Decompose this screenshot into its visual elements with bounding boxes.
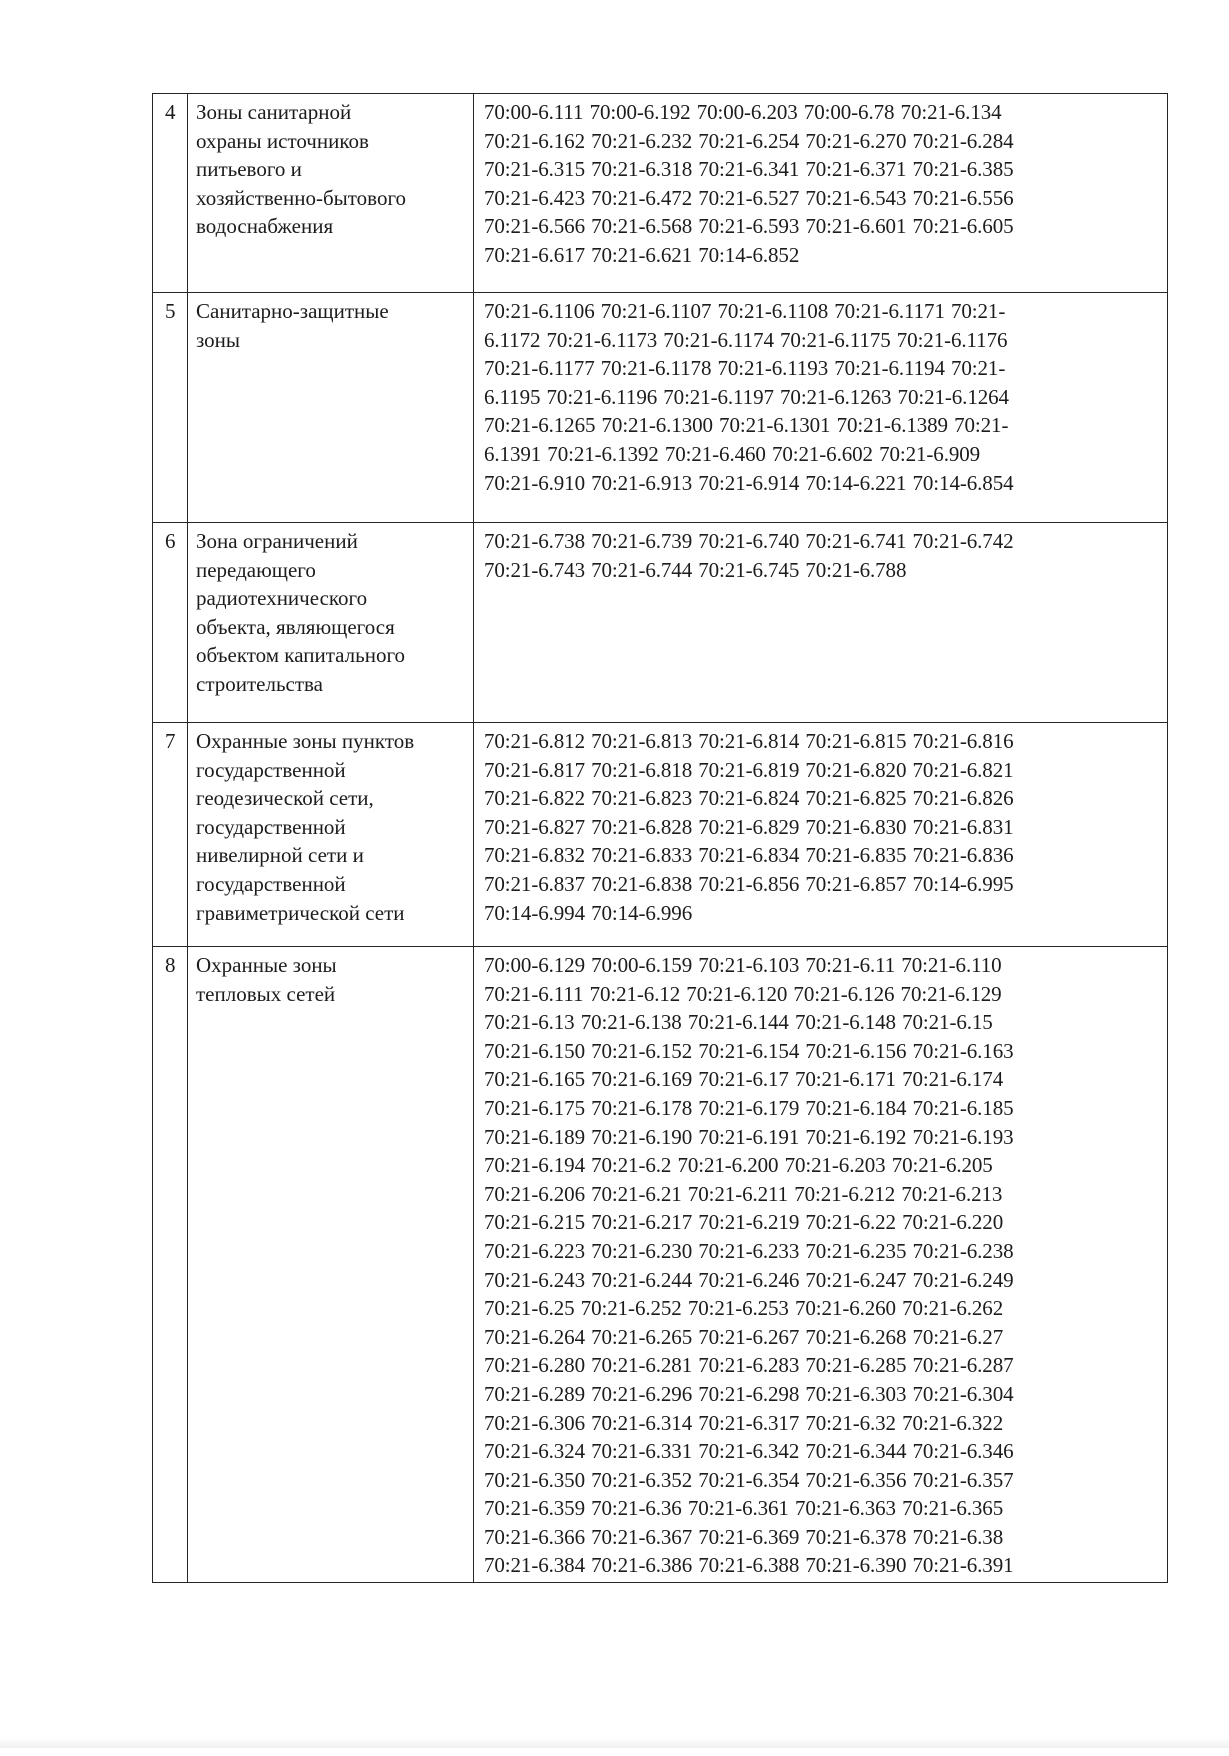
code-line: 70:21-6.194 70:21-6.2 70:21-6.200 70:21-6.203 70:21-6.205 (484, 1153, 993, 1178)
zone-name-line: Санитарно-защитные (196, 299, 389, 323)
code-line: 70:21-6.306 70:21-6.314 70:21-6.317 70:21-6.32 70:21-6.322 (484, 1410, 1004, 1435)
code-line: 70:21-6.189 70:21-6.190 70:21-6.191 70:21-6.192 70:21-6.193 (484, 1124, 1014, 1149)
zone-name-line: государственной (196, 871, 346, 896)
table-row (153, 723, 1168, 947)
code-line: 70:00-6.111 70:00-6.192 70:00-6.203 70:00-6.78 70:21-6.134 (484, 100, 1002, 124)
code-line: 70:00-6.129 70:00-6.159 70:21-6.103 70:21-6.11 70:21-6.110 (484, 953, 1002, 977)
code-line: 70:21-6.1265 70:21-6.1300 70:21-6.1301 70:21-6.1389 70:21- (484, 413, 1009, 438)
row-number: 5 (153, 293, 188, 523)
zone-name-line: охраны источников (196, 128, 369, 153)
code-line: 70:21-6.280 70:21-6.281 70:21-6.283 70:21-6.285 70:21-6.287 (484, 1353, 1014, 1378)
table-row (153, 947, 1168, 1583)
zone-name (188, 523, 474, 723)
zone-name-line: государственной (196, 814, 346, 839)
zone-name-line: строительства (196, 671, 324, 696)
zone-name (188, 293, 474, 523)
zone-name-line: Охранные зоны пунктов (196, 729, 415, 753)
code-line: 70:21-6.289 70:21-6.296 70:21-6.298 70:21-6.303 70:21-6.304 (484, 1381, 1014, 1406)
code-line: 70:21-6.215 70:21-6.217 70:21-6.219 70:21-6.22 70:21-6.220 (484, 1210, 1004, 1235)
zone-name-line: тепловых сетей (196, 981, 336, 1006)
zone-name-line: питьевого и (196, 157, 302, 182)
code-line: 70:21-6.743 70:21-6.744 70:21-6.745 70:21-6.788 (484, 557, 907, 582)
code-line: 70:21-6.315 70:21-6.318 70:21-6.341 70:21-6.371 70:21-6.385 (484, 157, 1014, 182)
code-line: 70:21-6.223 70:21-6.230 70:21-6.233 70:21-6.235 70:21-6.238 (484, 1238, 1014, 1263)
table-row (153, 523, 1168, 723)
zone-name (188, 947, 474, 1583)
zone-name-line: гравиметрической сети (196, 900, 405, 925)
code-line: 70:14-6.994 70:14-6.996 (484, 900, 693, 925)
code-line: 70:21-6.738 70:21-6.739 70:21-6.740 70:21-6.741 70:21-6.742 (484, 529, 1014, 553)
code-line: 70:21-6.111 70:21-6.12 70:21-6.120 70:21-6.126 70:21-6.129 (484, 981, 1002, 1006)
code-line: 6.1172 70:21-6.1173 70:21-6.1174 70:21-6.1175 70:21-6.1176 (484, 327, 1008, 352)
zone-codes (474, 947, 1168, 1583)
row-number: 7 (153, 723, 188, 947)
scan-edge (0, 1738, 1229, 1748)
code-line: 70:21-6.25 70:21-6.252 70:21-6.253 70:21-6.260 70:21-6.262 (484, 1296, 1004, 1321)
code-line: 70:21-6.566 70:21-6.568 70:21-6.593 70:21-6.601 70:21-6.605 (484, 214, 1014, 239)
row-number: 6 (153, 523, 188, 723)
code-line: 70:21-6.150 70:21-6.152 70:21-6.154 70:21-6.156 70:21-6.163 (484, 1038, 1014, 1063)
zones-table (152, 93, 1168, 1583)
code-line: 70:21-6.324 70:21-6.331 70:21-6.342 70:21-6.344 70:21-6.346 (484, 1439, 1014, 1464)
code-line: 70:21-6.910 70:21-6.913 70:21-6.914 70:14-6.221 70:14-6.854 (484, 470, 1014, 495)
table-row (153, 293, 1168, 523)
zone-codes (474, 523, 1168, 723)
zone-name (188, 94, 474, 293)
code-line: 6.1195 70:21-6.1196 70:21-6.1197 70:21-6.1263 70:21-6.1264 (484, 384, 1009, 409)
code-line: 70:21-6.243 70:21-6.244 70:21-6.246 70:21-6.247 70:21-6.249 (484, 1267, 1014, 1292)
zone-codes (474, 94, 1168, 293)
zone-name-line: геодезической сети, (196, 786, 374, 811)
zone-name-line: объекта, являющегося (196, 614, 395, 639)
code-line: 70:21-6.13 70:21-6.138 70:21-6.144 70:21-6.148 70:21-6.15 (484, 1010, 993, 1035)
code-line: 70:21-6.175 70:21-6.178 70:21-6.179 70:21-6.184 70:21-6.185 (484, 1095, 1014, 1120)
code-line: 70:21-6.817 70:21-6.818 70:21-6.819 70:21-6.820 70:21-6.821 (484, 757, 1014, 782)
code-line: 70:21-6.366 70:21-6.367 70:21-6.369 70:21-6.378 70:21-6.38 (484, 1524, 1004, 1549)
code-line: 70:21-6.162 70:21-6.232 70:21-6.254 70:21-6.270 70:21-6.284 (484, 128, 1014, 153)
zone-name-line: хозяйственно-бытового (196, 185, 407, 210)
code-line: 70:21-6.423 70:21-6.472 70:21-6.527 70:21-6.543 70:21-6.556 (484, 185, 1014, 210)
zone-name-line: Зона ограничений (196, 529, 358, 553)
zone-name-line: Охранные зоны (196, 953, 337, 977)
code-line: 70:21-6.1106 70:21-6.1107 70:21-6.1108 70:21-6.1171 70:21- (484, 299, 1006, 323)
zone-name-line: водоснабжения (196, 214, 334, 239)
row-number: 8 (153, 947, 188, 1583)
table-row (153, 94, 1168, 293)
zone-name-line: радиотехнического (196, 586, 368, 611)
zone-codes (474, 293, 1168, 523)
zone-name-line: государственной (196, 757, 346, 782)
row-number: 4 (153, 94, 188, 293)
code-line: 70:21-6.837 70:21-6.838 70:21-6.856 70:21-6.857 70:14-6.995 (484, 871, 1014, 896)
code-line: 70:21-6.384 70:21-6.386 70:21-6.388 70:21-6.390 70:21-6.391 (484, 1553, 1014, 1578)
code-line: 70:21-6.617 70:21-6.621 70:14-6.852 (484, 242, 800, 267)
code-line: 70:21-6.1177 70:21-6.1178 70:21-6.1193 70:21-6.1194 70:21- (484, 356, 1006, 381)
code-line: 70:21-6.165 70:21-6.169 70:21-6.17 70:21-6.171 70:21-6.174 (484, 1067, 1004, 1092)
zone-name-line: зоны (196, 327, 241, 352)
zone-name-line: Зоны санитарной (196, 100, 352, 124)
code-line: 70:21-6.206 70:21-6.21 70:21-6.211 70:21-6.212 70:21-6.213 (484, 1181, 1003, 1206)
zone-name-line: передающего (196, 557, 316, 582)
code-line: 70:21-6.350 70:21-6.352 70:21-6.354 70:21-6.356 70:21-6.357 (484, 1467, 1014, 1492)
code-line: 6.1391 70:21-6.1392 70:21-6.460 70:21-6.602 70:21-6.909 (484, 441, 981, 466)
code-line: 70:21-6.359 70:21-6.36 70:21-6.361 70:21-6.363 70:21-6.365 (484, 1496, 1004, 1521)
zone-name (188, 723, 474, 947)
code-line: 70:21-6.827 70:21-6.828 70:21-6.829 70:21-6.830 70:21-6.831 (484, 814, 1014, 839)
code-line: 70:21-6.264 70:21-6.265 70:21-6.267 70:21-6.268 70:21-6.27 (484, 1324, 1004, 1349)
zone-codes (474, 723, 1168, 947)
zone-name-line: объектом капитального (196, 643, 406, 668)
zone-name-line: нивелирной сети и (196, 843, 364, 868)
code-line: 70:21-6.822 70:21-6.823 70:21-6.824 70:21-6.825 70:21-6.826 (484, 786, 1014, 811)
code-line: 70:21-6.832 70:21-6.833 70:21-6.834 70:21-6.835 70:21-6.836 (484, 843, 1014, 868)
code-line: 70:21-6.812 70:21-6.813 70:21-6.814 70:21-6.815 70:21-6.816 (484, 729, 1014, 753)
